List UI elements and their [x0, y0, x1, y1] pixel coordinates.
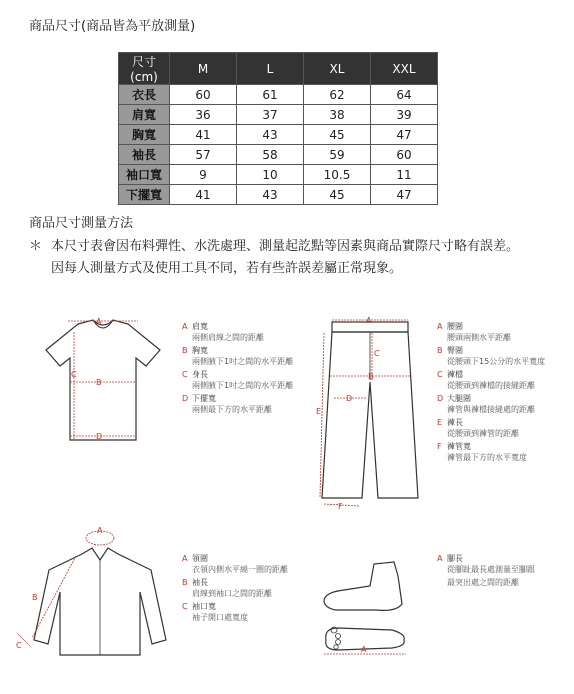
table-row [119, 145, 438, 165]
row-header: 袖長 [119, 145, 170, 165]
row-header: 肩寬 [119, 105, 170, 125]
table-cell: 45 [304, 185, 371, 205]
legend-item: A 領圍 衣領內側水平繞一圈的距離 [182, 554, 288, 574]
shirt-label-a: A [97, 526, 103, 535]
foot-legend [437, 554, 535, 592]
shirt-legend [182, 554, 288, 626]
table-header-row [119, 53, 438, 85]
table-cell: 60 [371, 145, 438, 165]
legend-item: B 袖長 肩線到袖口之間的距離 [182, 578, 272, 598]
note-text-2: 因每人測量方式及使用工具不同，若有些許誤差屬正常現象。 [51, 261, 403, 276]
table-row [119, 125, 438, 145]
legend-item: E 褲長 從腰頭到褲管的距離 [437, 418, 519, 438]
legend-item: C 身長 兩側腋下1吋之間的水平距離 [182, 370, 294, 390]
pants-label-d: D [346, 394, 353, 403]
column-header: XL [304, 53, 371, 85]
table-cell: 47 [371, 185, 438, 205]
table-cell: 47 [371, 125, 438, 145]
table-cell: 11 [371, 165, 438, 185]
legend-item: F 褲管寬 褲管最下方的水平寬度 [437, 442, 527, 462]
row-header: 袖口寬 [119, 165, 170, 185]
legend-item: A 腰圍 腰頭兩側水平距離 [437, 322, 511, 342]
table-cell: 62 [304, 85, 371, 105]
tshirt-legend [182, 322, 293, 418]
table-cell: 41 [170, 125, 237, 145]
table-cell: 61 [237, 85, 304, 105]
note-line-1 [29, 236, 519, 258]
table-row [119, 165, 438, 185]
table-cell: 58 [237, 145, 304, 165]
size-table-title: 商品尺寸(商品皆為平放測量) [29, 19, 196, 34]
row-header: 下擺寬 [119, 185, 170, 205]
table-cell: 60 [170, 85, 237, 105]
tshirt-label-a: A [96, 317, 102, 326]
tshirt-label-b: B [96, 378, 102, 387]
legend-item: B 胸寬 兩側腋下1吋之間的水平距離 [182, 346, 294, 366]
table-cell: 41 [170, 185, 237, 205]
legend-item: C 袖口寬 袖子開口處寬度 [182, 602, 248, 622]
legend-item: C 褲檔 從腰頭到褲檔的接縫距離 [437, 370, 535, 390]
table-cell: 43 [237, 185, 304, 205]
table-row [119, 185, 438, 205]
size-table [118, 52, 438, 205]
note-text-1: 本尺寸表會因布料彈性、水洗處理、測量起訖點等因素與商品實際尺寸略有誤差。 [51, 239, 520, 254]
table-cell: 9 [170, 165, 237, 185]
table-cell: 10.5 [304, 165, 371, 185]
pants-label-b: B [368, 372, 374, 381]
shirt-label-b: B [32, 593, 38, 602]
table-cell: 43 [237, 125, 304, 145]
table-cell: 45 [304, 125, 371, 145]
table-cell: 36 [170, 105, 237, 125]
table-cell: 38 [304, 105, 371, 125]
pants-label-e: E [316, 407, 322, 416]
legend-item: A 腳長 從腳趾最長處測量至腳跟 [437, 554, 535, 574]
foot-diagram [316, 556, 416, 662]
row-header: 衣長 [119, 85, 170, 105]
table-cell: 57 [170, 145, 237, 165]
legend-item: 最突出處之間的距離 [447, 578, 519, 587]
shirt-label-c: C [16, 641, 22, 650]
legend-item: D 下擺寬 兩側最下方的水平距離 [182, 394, 272, 414]
pants-legend [437, 322, 545, 466]
pants-label-c: C [374, 349, 380, 358]
pants-label-a: A [366, 316, 372, 325]
pants-label-f: F [338, 502, 343, 511]
shirt-diagram [6, 520, 176, 660]
tshirt-label-c: C [71, 370, 77, 379]
row-header: 胸寬 [119, 125, 170, 145]
table-cell: 10 [237, 165, 304, 185]
method-title: 商品尺寸測量方法 [29, 216, 134, 231]
column-header: L [237, 53, 304, 85]
tshirt-label-d: D [96, 432, 103, 441]
table-cell: 39 [371, 105, 438, 125]
legend-item: A 肩寬 兩側肩線之間的距離 [182, 322, 264, 342]
table-corner-header: 尺寸(cm) [119, 53, 170, 85]
table-cell: 37 [237, 105, 304, 125]
legend-item: B 臀圍 從腰頭下15公分的水平寬度 [437, 346, 546, 366]
tshirt-diagram [38, 312, 168, 447]
measurement-note [29, 236, 519, 280]
column-header: XXL [371, 53, 438, 85]
asterisk-icon: ＊ [29, 239, 43, 254]
table-row [119, 105, 438, 125]
table-row [119, 85, 438, 105]
pants-diagram [310, 312, 430, 512]
legend-item: D 大腿圍 褲管與褲檔接縫處的距離 [437, 394, 535, 414]
table-cell: 59 [304, 145, 371, 165]
foot-label-a: A [361, 645, 367, 654]
column-header: M [170, 53, 237, 85]
table-cell: 64 [371, 85, 438, 105]
